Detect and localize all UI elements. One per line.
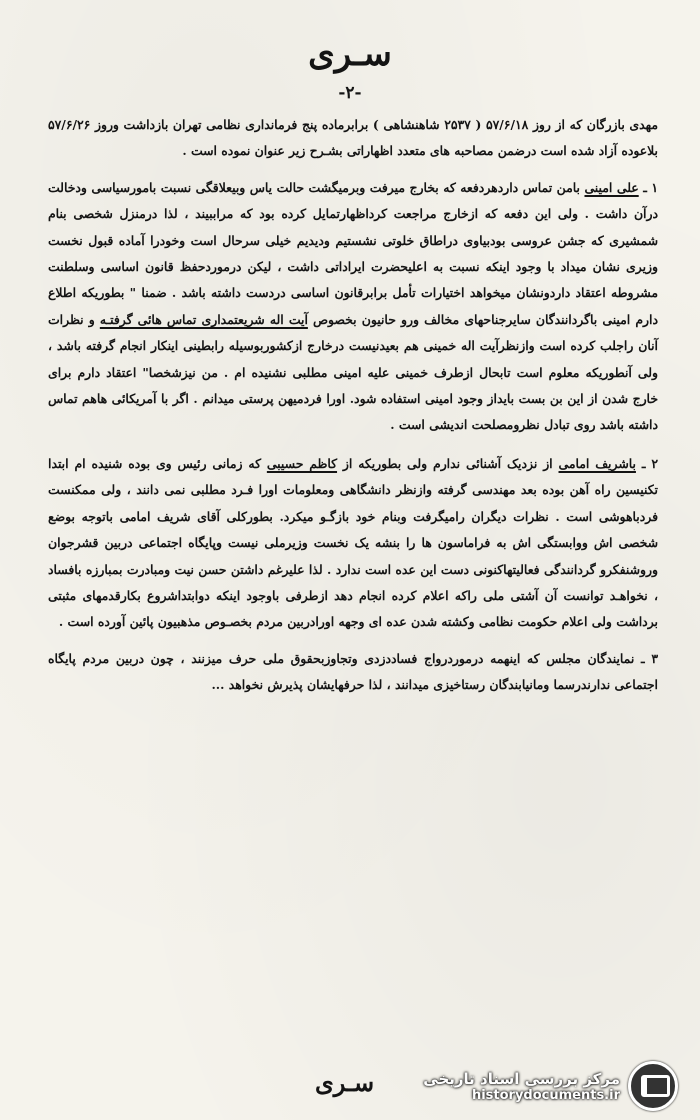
item-2-text-continued: که زمانی رئیس وی بوده شنیده ام ابتدا تکنیسین راه آهن بوده بعد مهندسی گرفته وازنظر دانشگاهی ومعلومات اورا فـرد مطلبی نمی دانند ، ولی ممکنست فردباهوشی است . نظرات دیگران رامیگرفت وبنام خود بازگـو میکرد. بطورکلی آقای شریف امامی باتوجه بوضع شخصی اش ووابستگی اش به فراماسون ها را بنشه یک نخست وزیرملی نیست وپایگاه اجتماعی دربین قشرجوان وروشنفکرو گردانندگی فعالیتهاکنونی دست این عده است ندارد . لذا علیرغم داشتن حسن نیت ومبادرت بمبارزه بافساد ، نخواهـد توانست آن آشتی ملی راکه اعلام کرده انجام دهد ازطرفی باوجود اینکه دوابتداشروع بکارقدمهای مثبتی برداشت ولی اعلام حکومت نظامی وکشته شدن عده ای وجهه اورادربین مردم بخصـوص مذهبیون پائین آورده است . (48, 455, 658, 630)
watermark-text (423, 1070, 620, 1103)
item-2-text: از نزدیک آشنائی ندارم ولی بطوریکه از (337, 455, 559, 471)
page-number: -۲- (338, 83, 362, 103)
item-1-number: ۱ ـ (638, 179, 658, 195)
intro-paragraph (48, 112, 658, 165)
item-2-number: ۲ ـ (635, 455, 658, 471)
classification-stamp-bottom: سـری (315, 1068, 375, 1097)
item-1-underlined-phrase: آیت اله شریعتمداری تماس هائی گرفتـه (99, 311, 308, 327)
item-2-paragraph (48, 451, 658, 636)
item-1-text: بامن تماس داردهردفعه که بخارج میرفت وبرمیگشت حالت یاس وبیعلاقگی نسبت بامورسیاسی ودخالت درآن داشت . ولی این دفعه که ازخارج مراجعت کرداظهارتمایل کرده بود که مراببیند ، لذا درمنزل شخصی بنام شمشیری که جشن عروسی بودبیاوی دراطاق خلوتی نشستیم ودیدیم خیلی سرحال است وخودرا آماده قبول نخست وزیری نشان میداد با وجود اینکه نسبت به اعلیحضرت ایراداتی داشت ، لیکن درموردحفظ قانون اساسی وسلطنت مشروطه اعتقاد داردونشان میخواهد اختیارات تأمل برابرقانون اساسی دردست داشته باشد . ضمنا " بطوریکه اطلاع دارم امینی باگردانندگان سایرجناحهای مخالف ورو حانیون بخصوص (48, 179, 659, 327)
item-1-subject: علی امینی (584, 179, 639, 195)
intro-text: مهدی بازرگان که از روز ۵۷/۶/۱۸ ( ۲۵۳۷ شاهنشاهی ) برابرماده پنج فرمانداری نظامی تهران بازداشت وروز ۵۷/۶/۲۶ بلاعوده آزاد شده است درضمن مصاحبه های متعدد اظهاراتی بشـرح زیر عنوان نموده است . (48, 117, 658, 159)
watermark (408, 1060, 678, 1112)
watermark-url: historydocuments.ir (471, 1087, 620, 1103)
book-logo-icon (628, 1061, 678, 1111)
item-2-subject: باشریف امامی (558, 455, 636, 471)
classification-stamp-top: سـری (308, 34, 392, 74)
item-2-underlined-name: کاظم حسیبی (266, 455, 338, 471)
document-body (40, 112, 660, 699)
item-3-paragraph (48, 646, 658, 699)
watermark-title: مرکز بررسی اسناد تاریخی (423, 1069, 620, 1088)
item-3-text: نمایندگان مجلس که اینهمه درموردرواج فساددزدی وتجاوزبحقوق ملی حرف میزنند ، چون دربین مردم پایگاه اجتماعی ندارندرسما ومانیابندگان رستاخیزی میدانند ، لذا حرفهایشان پذیرش نخواهد ... (48, 650, 658, 693)
item-3-number: ۳ ـ (634, 650, 658, 666)
item-1-paragraph (48, 175, 658, 439)
item-1-text-continued: و نظرات آنان راجلب کرده است وازنظرآیت اله خمینی هم بعیدنیست درخارج ازکشوربوسیله رابطینی اینکار انجام گرفته باشد ، ولی آنطوریکه معلوم است تابحال ازطرف خمینی علیه امینی مطلبی نشنیده ام . من نیزشخصا" اعتقاد دارم برای خارج شدن از این بن بست بایداز وجود امینی استفاده شود. اورا فردمیهن پرستی میدانم . اگر با آمریکائی هاهم تماس داشته باشد روی تبادل نظرومصلحت اندیشی است . (48, 311, 658, 433)
